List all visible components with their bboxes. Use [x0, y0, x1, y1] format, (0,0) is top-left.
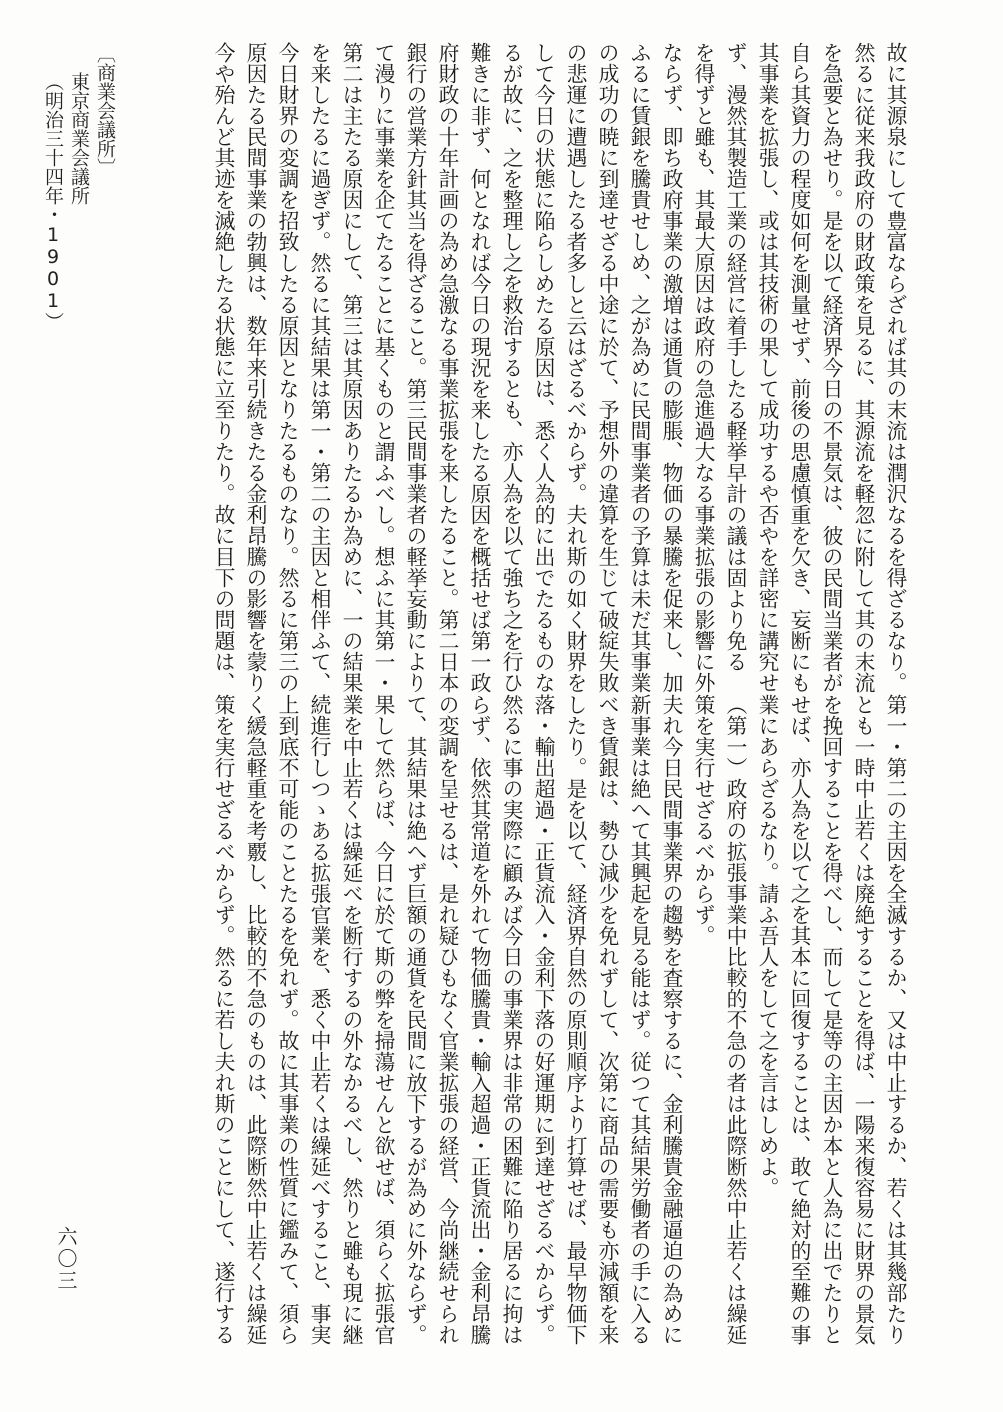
source-date: （明治三十四年・1901） — [42, 72, 64, 331]
text-line: して今日の状態に陥らしめたる原因は、悉く人為的に出でたるものな — [531, 42, 555, 693]
text-line: 上到底不可能のことたるを免れず。故に其事業の性質に鑑みて、須ら — [275, 694, 299, 1345]
text-line: の成功の暁に到達せざる中途に於て、予想外の違算を生じて破綻失敗 — [595, 42, 619, 693]
text-line: 自ら其資力の程度如何を測量せず、前後の思慮慎重を欠き、妄断にも — [787, 42, 811, 693]
text-line: 其事業を拡張し、或は其技術の果して成功するや否やを詳密に講究せ — [755, 42, 779, 693]
page-number: 六〇三 — [54, 1226, 78, 1292]
text-line: 果して然らば、今日に於て斯の弊を掃蕩せんと欲せば、須らく拡張官 — [371, 694, 395, 1345]
text-line: （第一）政府の拡張事業中比較的不急の者は此際断然中止若くは繰延 — [723, 694, 747, 1345]
text-line: ず、漫然其製造工業の経営に着手したる軽挙早計の議は固より免る — [723, 42, 747, 672]
text-line: 夫れ今日民間事業界の趨勢を査察するに、金利騰貴金融逼迫の為めに — [659, 694, 683, 1345]
text-line: の悲運に遭遇したる者多しと云はざるべからず。夫れ斯の如く財界を — [563, 42, 587, 693]
text-line: 新事業は絶へて其興起を見る能はず。従つて其結果労働者の手に入る — [627, 694, 651, 1345]
text-line: 難きに非ず、何となれば今日の現況を来したる原因を概括せば第一政 — [467, 42, 491, 693]
text-line: を得ずと雖も、其最大原因は政府の急進過大なる事業拡張の影響に外 — [691, 42, 715, 693]
text-line: 府財政の十年計画の為め急激なる事業拡張を来したること。第二日本 — [435, 42, 459, 693]
text-line: を来したるに過ぎず。然るに其結果は第一・第二の主因と相伴ふて、 — [307, 42, 331, 693]
text-line: 第一・第二の主因を全滅するか、又は中止するか、若くは其幾部たり — [883, 694, 907, 1345]
body-text-upper — [91, 42, 911, 693]
source-org-label: 〔商業会議所〕 — [94, 44, 116, 177]
text-line: ふるに賃銀を騰貴せしめ、之が為めに民間事業者の予算は未だ其事業 — [627, 42, 651, 693]
text-line: て、其結果は絶へず巨額の通貨を民間に放下するが為めに外ならず。 — [403, 694, 427, 1345]
source-citation — [40, 44, 118, 644]
source-author: 東京商業会議所 — [68, 72, 90, 205]
text-line: べき賃銀は、勢ひ減少を免れずして、次第に商品の需要も亦減額を来 — [595, 694, 619, 1345]
text-line: く緩急軽重を考覈し、比較的不急のものは、此際断然中止若くは繰延 — [243, 694, 267, 1345]
text-line: 落・輸出超過・正貨流入・金利下落の好運期に到達せざるべからず。 — [531, 694, 555, 1345]
text-line: 策を実行せざるべからず。然るに若し夫れ斯のことにして、遂行する — [211, 694, 235, 1345]
text-line: を急要と為せり。是を以て経済界今日の不景気は、彼の民間当業者が — [819, 42, 843, 693]
text-line: 然るに事の実際に顧みば今日の事業界は非常の困難に陥り居るに拘は — [499, 694, 523, 1345]
text-line: 業を中止若くは繰延べを断行するの外なかるべし、然りと雖も現に継 — [339, 694, 363, 1345]
text-line: らず、依然其常道を外れて物価騰貴・輸入超過・正貨流出・金利昂騰 — [467, 694, 491, 1345]
text-line: とも一時中止若くは廃絶することを得ば、一陽来復容易に財界の景気 — [851, 694, 875, 1345]
text-line: て漫りに事業を企てたることに基くものと謂ふべし。想ふに其第一・ — [371, 42, 395, 693]
text-line: 原因たる民間事業の勃興は、数年来引続きたる金利昂騰の影響を蒙り — [243, 42, 267, 693]
text-line: したり。是を以て、経済界自然の原則順序より打算せば、最早物価下 — [563, 694, 587, 1345]
text-line: の変調を呈せるは、是れ疑ひもなく官業拡張の経営、今尚継続せられ — [435, 694, 459, 1345]
text-line: ならず、即ち政府事業の激増は通貨の膨脹、物価の暴騰を促来し、加 — [659, 42, 683, 693]
text-line: 第二は主たる原因にして、第三は其原因ありたるか為めに、一の結果 — [339, 42, 363, 693]
text-line: せば、亦人為を以て之を其本に回復することは、敢て絶対的至難の事 — [787, 694, 811, 1345]
text-line: を挽回することを得べし、而して是等の主因か本と人為に出でたりと — [819, 694, 843, 1345]
text-line: 今日財界の変調を招致したる原因となりたるものなり。然るに第三の — [275, 42, 299, 693]
text-line: 然るに従来我政府の財政策を見るに、其源流を軽忽に附して其の末流 — [851, 42, 875, 693]
text-line: 今や殆んど其迹を滅絶したる状態に立至りたり。故に目下の問題は、 — [211, 42, 235, 693]
text-line: 策を実行せざるべからず。 — [691, 694, 715, 946]
text-line: 銀行の営業方針其当を得ざること。第三民間事業者の軽挙妄動により — [403, 42, 427, 693]
text-line: 故に其源泉にして豊富ならざれば其の末流は潤沢なるを得ざるなり。 — [883, 42, 907, 693]
body-text-lower — [91, 694, 911, 1345]
text-line: るが故に、之を整理し之を救治するとも、亦人為を以て強ち之を行ひ — [499, 42, 523, 693]
text-line: 続進行しつゝある拡張官業を、悉く中止若くは繰延べすること、事実 — [307, 694, 331, 1345]
text-line: 業にあらざるなり。請ふ吾人をして之を言はしめよ。 — [755, 694, 779, 1198]
